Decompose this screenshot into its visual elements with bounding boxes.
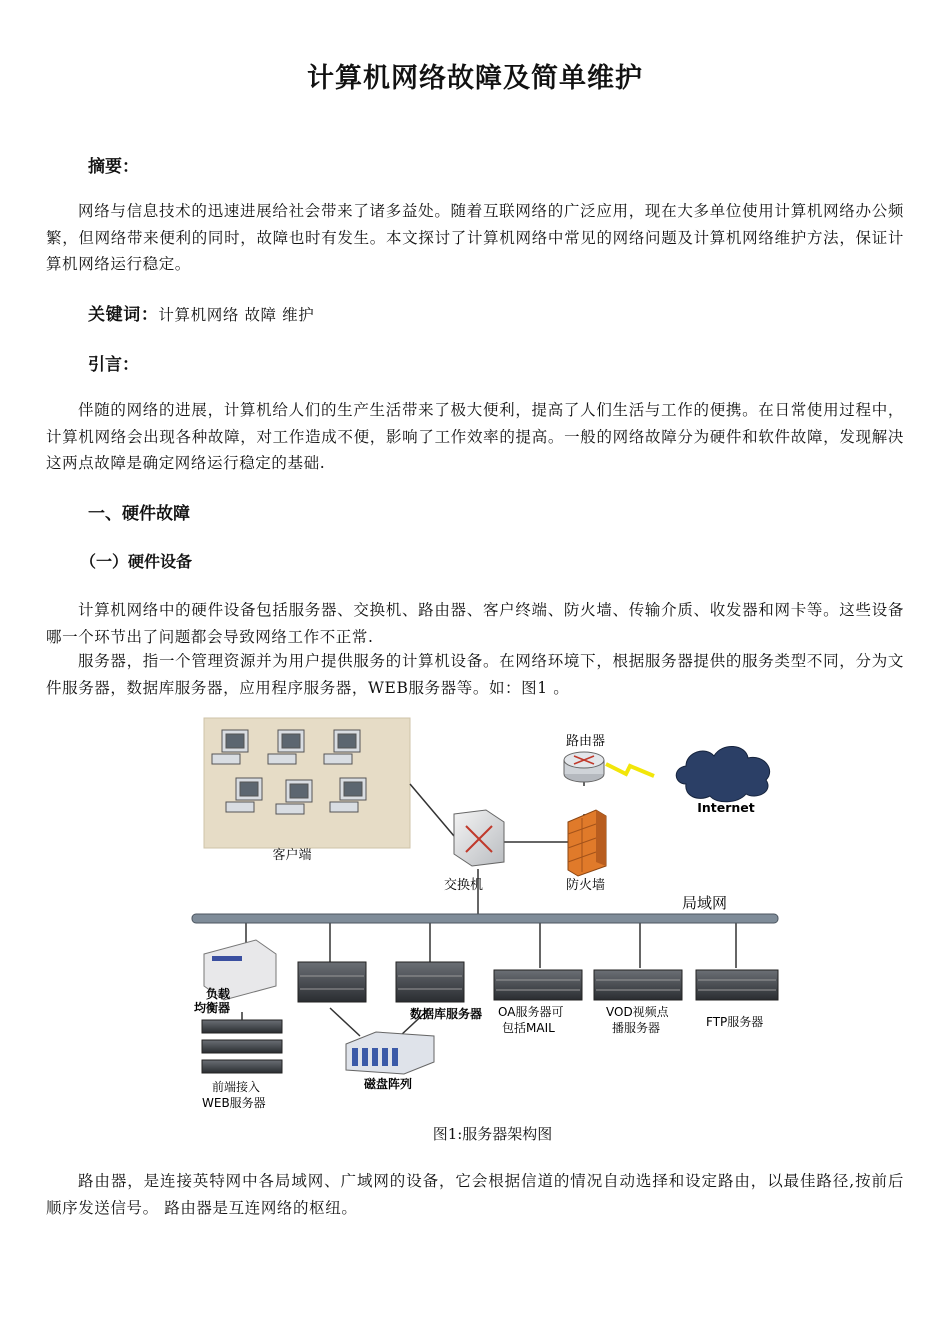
web-server-stack-icon bbox=[202, 1020, 282, 1073]
database-server-icon bbox=[396, 962, 464, 1002]
oa-server-label-1: OA服务器可 bbox=[498, 1005, 564, 1019]
internet-label: Internet bbox=[697, 800, 755, 815]
router-label: 路由器 bbox=[566, 734, 606, 749]
wireless-link-icon bbox=[606, 764, 654, 776]
section1-p1: 计算机网络中的硬件设备包括服务器、交换机、路由器、客户终端、防火墙、传输介质、收发器和网卡等。这些设备哪一个环节出了问题都会导致网络工作不正常. bbox=[46, 601, 904, 646]
ftp-server-icon bbox=[696, 970, 778, 1000]
web-server-label-2: WEB服务器 bbox=[202, 1096, 266, 1110]
switch-label: 交换机 bbox=[444, 878, 484, 893]
lan-backbone bbox=[192, 914, 778, 923]
ftp-server-label: FTP服务器 bbox=[706, 1015, 764, 1029]
intro-text: 伴随的网络的进展，计算机给人们的生产生活带来了极大便利，提高了人们生活与工作的便携。在日常使用过程中，计算机网络会出现各种故障，对工作造成不便，影响了工作效率的提高。一般的网络故障分为硬件和软件故障，发现解决这两点故障是确定网络运行稳定的基础. bbox=[46, 401, 904, 472]
load-balancer-label-2: 均衡器 bbox=[194, 1001, 231, 1015]
vod-server-label-1: VOD视频点 bbox=[606, 1005, 669, 1019]
clients-label: 客户端 bbox=[272, 848, 312, 863]
intro-heading: 引言： bbox=[88, 355, 139, 375]
keywords-line bbox=[88, 300, 314, 325]
lan-label: 局域网 bbox=[682, 894, 728, 912]
keywords-colon: ： bbox=[140, 305, 159, 325]
keywords-label: 关键词 bbox=[88, 305, 141, 325]
router-icon bbox=[564, 752, 604, 782]
abstract-text: 网络与信息技术的迅速进展给社会带来了诸多益处。随着互联网络的广泛应用，现在大多单位使用计算机网络办公频繁，但网络带来便利的同时，故障也时有发生。本文探讨了计算机网络中常见的网络问题及计算机网络维护方法，保证计算机网络运行稳定。 bbox=[46, 202, 904, 273]
vod-server-icon bbox=[594, 970, 682, 1000]
section1-sub1: （一）硬件设备 bbox=[80, 552, 193, 571]
server-icon bbox=[298, 962, 366, 1002]
document-title: 计算机网络故障及简单维护 bbox=[307, 63, 643, 94]
section1-heading: 一、硬件故障 bbox=[88, 504, 190, 524]
firewall-label: 防火墙 bbox=[566, 878, 606, 893]
disk-array-label: 磁盘阵列 bbox=[364, 1077, 413, 1091]
oa-server-label-2: 包括MAIL bbox=[502, 1021, 555, 1035]
internet-cloud-icon bbox=[676, 746, 769, 801]
web-server-label-1: 前端接入 bbox=[212, 1080, 261, 1094]
oa-server-icon bbox=[494, 970, 582, 1000]
clients-group bbox=[204, 718, 410, 863]
disk-array-icon bbox=[346, 1032, 434, 1074]
switch-icon bbox=[454, 810, 504, 866]
vod-server-label-2: 播服务器 bbox=[612, 1021, 661, 1035]
section1-p2: 服务器，指一个管理资源并为用户提供服务的计算机设备。在网络环境下，根据服务器提供的服务类型不同，分为文件服务器，数据库服务器，应用程序服务器，WEB服务器等。如：图1 。 bbox=[46, 652, 904, 697]
abstract-heading: 摘要： bbox=[88, 157, 139, 177]
router-paragraph: 路由器，是连接英特网中各局域网、广域网的设备，它会根据信道的情况自动选择和设定路由，以最佳路径,按前后顺序发送信号。 路由器是互连网络的枢纽。 bbox=[46, 1172, 904, 1217]
load-balancer-label-1: 负载 bbox=[206, 987, 231, 1001]
database-server-label: 数据库服务器 bbox=[410, 1007, 483, 1021]
firewall-icon bbox=[568, 810, 606, 876]
figure-caption: 图1:服务器架构图 bbox=[432, 1125, 553, 1143]
server-architecture-figure bbox=[186, 714, 786, 1120]
keywords-value: 计算机网络 故障 维护 bbox=[158, 306, 315, 324]
